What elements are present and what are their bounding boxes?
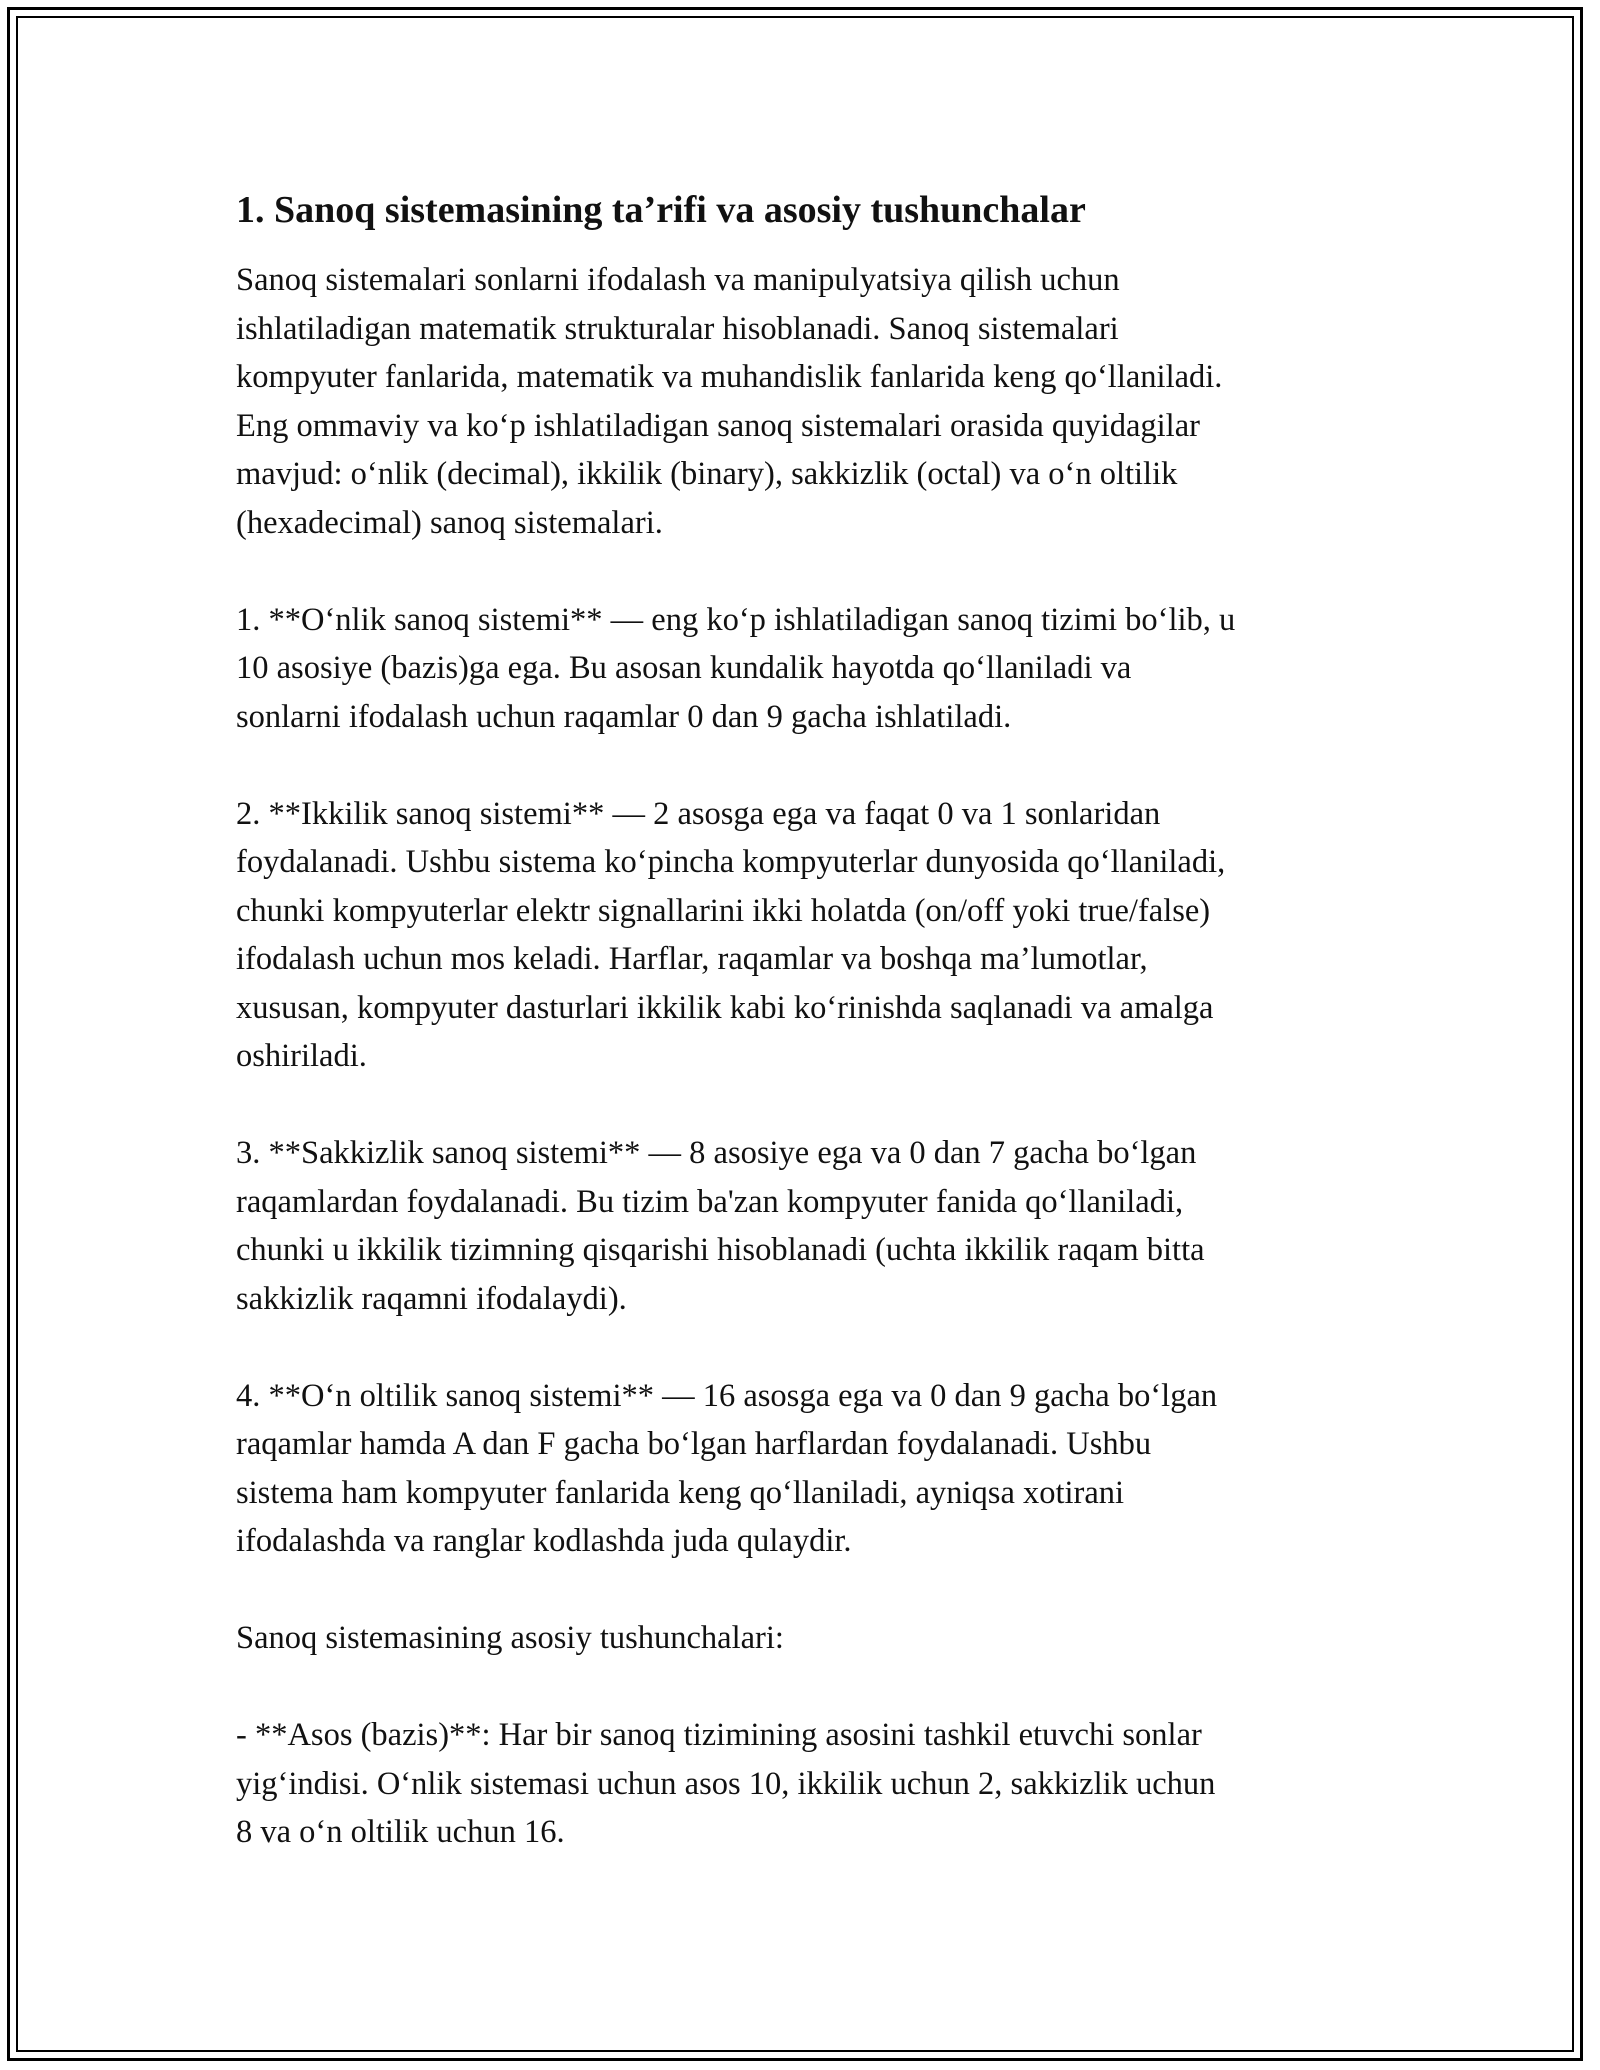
section-heading: 1. Sanoq sistemasining ta’rifi va asosiy tushunchalar: [236, 189, 1086, 231]
text-line: kompyuter fanlarida, matematik va muhandislik fanlarida keng qo‘llaniladi.: [236, 359, 1223, 395]
text-line: sakkizlik raqamni ifodalaydi).: [236, 1280, 627, 1317]
text-line: Eng ommaviy va ko‘p ishlatiladigan sanoq sistemalari orasida quyidagilar: [236, 407, 1200, 444]
document-body: [236, 186, 1376, 1905]
text-line: sistema ham kompyuter fanlarida keng qo‘llaniladi, ayniqsa xotirani: [236, 1474, 1125, 1511]
text-line: oshiriladi.: [236, 1038, 367, 1074]
text-line: 2. **Ikkilik sanoq sistemi** — 2 asosga ega va faqat 0 va 1 sonlaridan: [236, 795, 1161, 832]
text-line: ishlatiladigan matematik strukturalar hisoblanadi. Sanoq sistemalari: [236, 310, 1119, 347]
text-line: - **Asos (bazis)**: Har bir sanoq tizimining asosini tashkil etuvchi sonlar: [236, 1717, 1202, 1753]
text-line: raqamlar hamda A dan F gacha bo‘lgan harflardan foydalanadi. Ushbu: [236, 1426, 1152, 1462]
text-line: ifodalashda va ranglar kodlashda juda qulaydir.: [236, 1523, 852, 1559]
text-line: mavjud: o‘nlik (decimal), ikkilik (binary), sakkizlik (octal) va o‘n oltilik: [236, 456, 1178, 492]
basic-concepts-intro: [236, 1614, 1376, 1663]
text-line: chunki u ikkilik tizimning qisqarishi hisoblanadi (uchta ikkilik raqam bitta: [236, 1232, 1205, 1268]
text-line: 8 va o‘n oltilik uchun 16.: [236, 1814, 565, 1850]
text-line: foydalanadi. Ushbu sistema ko‘pincha kompyuterlar dunyosida qo‘llaniladi,: [236, 844, 1226, 880]
text-line: 3. **Sakkizlik sanoq sistemi** — 8 asosiye ega va 0 dan 7 gacha bo‘lgan: [236, 1135, 1197, 1171]
base-definition-paragraph: [236, 1711, 1376, 1857]
text-line: yig‘indisi. O‘nlik sistemasi uchun asos 10, ikkilik uchun 2, sakkizlik uchun: [236, 1765, 1216, 1802]
text-line: Sanoq sistemasining asosiy tushunchalari:: [236, 1620, 784, 1656]
hexadecimal-system-paragraph: [236, 1372, 1376, 1566]
intro-paragraph: [236, 256, 1376, 547]
text-line: sonlarni ifodalash uchun raqamlar 0 dan 9 gacha ishlatiladi.: [236, 698, 1012, 735]
decimal-system-paragraph: [236, 596, 1376, 742]
octal-system-paragraph: [236, 1129, 1376, 1323]
text-line: Sanoq sistemalari sonlarni ifodalash va manipulyatsiya qilish uchun: [236, 262, 1120, 298]
text-line: (hexadecimal) sanoq sistemalari.: [236, 504, 663, 541]
text-line: xususan, kompyuter dasturlari ikkilik kabi ko‘rinishda saqlanadi va amalga: [236, 989, 1214, 1026]
text-line: ifodalash uchun mos keladi. Harflar, raqamlar va boshqa ma’lumotlar,: [236, 941, 1148, 977]
binary-system-paragraph: [236, 790, 1376, 1081]
text-line: 4. **O‘n oltilik sanoq sistemi** — 16 asosga ega va 0 dan 9 gacha bo‘lgan: [236, 1377, 1218, 1414]
text-line: 10 asosiye (bazis)ga ega. Bu asosan kundalik hayotda qo‘llaniladi va: [236, 650, 1132, 686]
text-line: raqamlardan foydalanadi. Bu tizim ba'zan kompyuter fanida qo‘llaniladi,: [236, 1183, 1184, 1220]
text-line: chunki kompyuterlar elektr signallarini ikki holatda (on/off yoki true/false): [236, 892, 1211, 929]
text-line: 1. **O‘nlik sanoq sistemi** — eng ko‘p ishlatiladigan sanoq tizimi bo‘lib, u: [236, 601, 1236, 638]
